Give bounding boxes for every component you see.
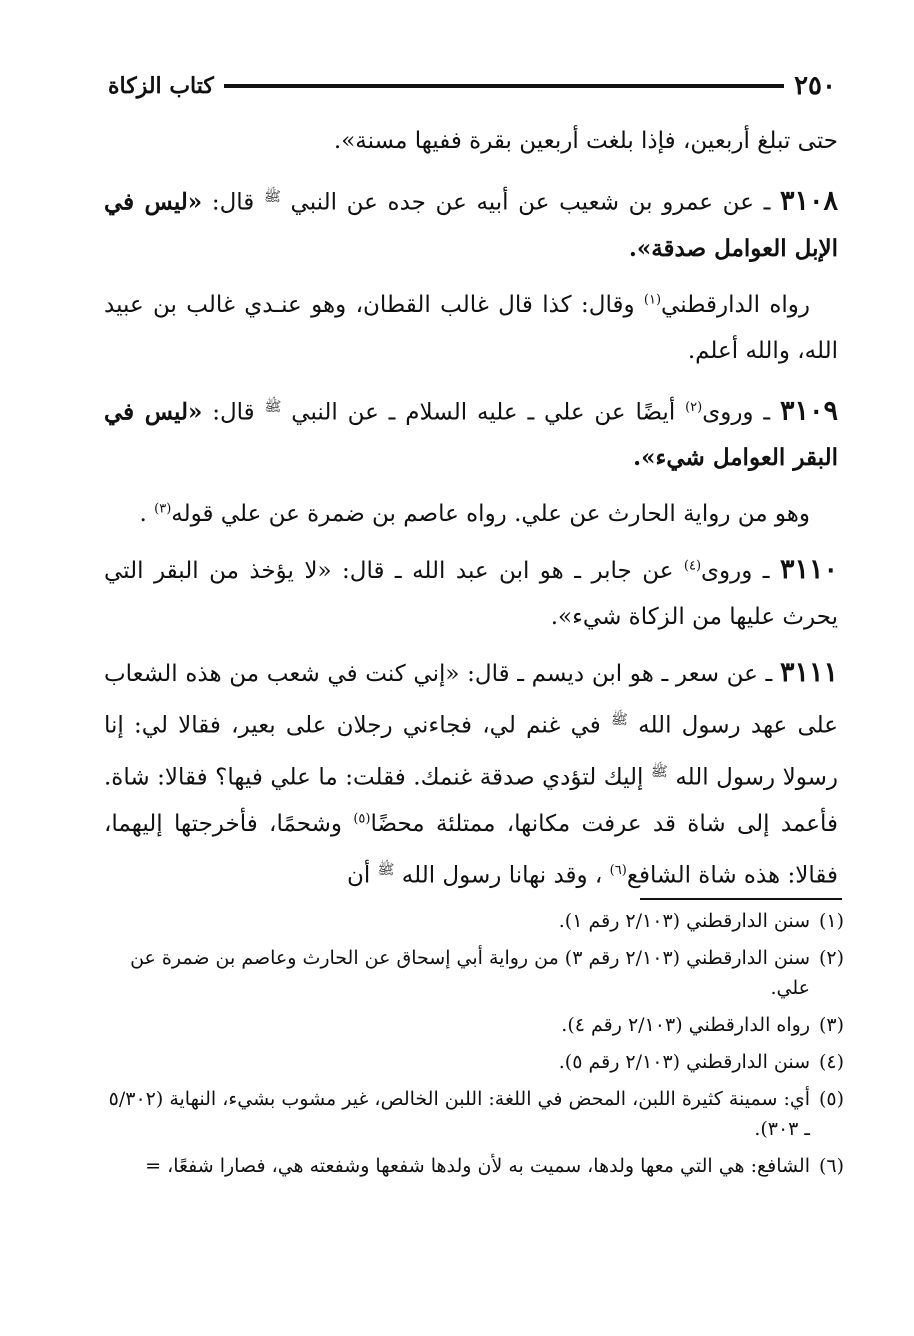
hadith-text: عن جابر ـ هو ابن عبد الله ـ قال: «لا يؤخذ من البقر التي يحرث عليها من الزكاة شيء». xyxy=(104,558,838,631)
footnote-marker: (٢) xyxy=(818,947,844,969)
footnote-text: سنن الدارقطني (٢/١٠٣ رقم ٣) من رواية أبي إسحاق عن الحارث وعاصم بن ضمرة عن علي. xyxy=(130,947,810,999)
footnote-marker: (١) xyxy=(818,910,844,932)
hadith-text: ـ عن سعر ـ هو ابن ديسم ـ قال: «إني كنت في شعب من هذه الشعاب على عهد رسول الله xyxy=(104,661,838,739)
hadith-3108 xyxy=(104,174,838,272)
hadith-text: ، وقد نهانا رسول الله xyxy=(394,862,610,889)
commentary-paragraph xyxy=(104,491,838,537)
footnote-ref[interactable]: (٣) xyxy=(154,501,172,517)
footnote-item xyxy=(104,1047,844,1077)
footnote-ref[interactable]: (٦) xyxy=(609,862,627,878)
commentary-paragraph xyxy=(104,282,838,374)
footnote-text: أي: سمينة كثيرة اللبن، المحض في اللغة: اللبن الخالص، غير مشوب بشيء، النهاية (٥/٣٠٢ ـ ٣٠٣). xyxy=(108,1088,810,1140)
salutation-glyph: ﷺ xyxy=(377,861,395,878)
footnote-ref[interactable]: (٢) xyxy=(685,399,703,415)
footnote-ref[interactable]: (١) xyxy=(643,292,662,307)
salutation-glyph: ﷺ xyxy=(264,398,282,415)
footnote-marker: (٤) xyxy=(818,1051,844,1073)
hadith-number: ٣١٠٨ xyxy=(779,185,838,217)
page-header xyxy=(108,66,836,106)
header-rule xyxy=(224,84,784,88)
hadith-text: أن xyxy=(346,862,378,889)
paragraph-text: حتى تبلغ أربعين، فإذا بلغت أربعين بقرة ففيها مسنة». xyxy=(333,128,838,154)
footnote-item xyxy=(104,1010,844,1040)
paragraph-continuation xyxy=(104,118,838,164)
hadith-text: قال: xyxy=(202,189,264,216)
chapter-title: كتاب الزكاة xyxy=(108,73,214,99)
page-number: ٢٥٠ xyxy=(794,71,836,101)
hadith-text: في غنم لي، فجاءني رجلان على بعير، فقالا لي: إنا رسولا رسول الله xyxy=(104,712,839,791)
hadith-text: قال: xyxy=(202,399,265,426)
hadith-number: ٣١١٠ xyxy=(779,554,838,586)
footnote-divider xyxy=(640,898,842,900)
footnote-text: رواه الدارقطني (٢/١٠٣ رقم ٤). xyxy=(561,1014,810,1036)
commentary-text: وقال: كذا قال غالب القطان، وهو عنـدي غالب بن عبيد الله، والله أعلم. xyxy=(104,291,838,364)
footnote-text: سنن الدارقطني (٢/١٠٣ رقم ٥). xyxy=(558,1051,810,1073)
footnote-ref[interactable]: (٥) xyxy=(353,810,371,826)
commentary-text: . xyxy=(139,501,155,528)
footnote-item xyxy=(104,1084,844,1144)
salutation-glyph: ﷺ xyxy=(650,763,668,780)
main-text xyxy=(104,118,838,908)
hadith-quote: «ليس في الإبل العوامل صدقة». xyxy=(104,188,838,262)
footnote-item xyxy=(104,943,844,1003)
salutation-glyph: ﷺ xyxy=(610,712,628,729)
footnote-text: الشافع: هي التي معها ولدها، سميت به لأن ولدها شفعها وشفعته هي، فصارا شفعًا، = xyxy=(145,1155,810,1177)
hadith-3109 xyxy=(104,384,838,482)
footnote-marker: (٣) xyxy=(818,1014,844,1036)
footnote-ref[interactable]: (٤) xyxy=(683,558,702,574)
hadith-text: أيضًا عن علي ـ عليه السلام ـ عن النبي xyxy=(281,399,686,426)
commentary-text: رواه الدارقطني xyxy=(661,291,810,318)
footnote-marker: (٥) xyxy=(818,1088,844,1110)
hadith-text: وشحمًا، فأخرجتها إليهما، فقالا: هذه شاة الشافع xyxy=(104,810,838,889)
hadith-quote: «ليس في البقر العوامل شيء». xyxy=(104,398,838,472)
salutation-glyph: ﷺ xyxy=(263,189,281,205)
hadith-text: إليك لتؤدي صدقة غنمك. فقلت: ما علي فيها؟ فقالا: شاة. فأعمد إلى شاة قد عرفت مكانها، ممتلئة محضًا xyxy=(104,764,838,837)
footnote-text: سنن الدارقطني (٢/١٠٣ رقم ١). xyxy=(558,910,810,932)
hadith-text: ـ وروى xyxy=(701,558,780,585)
footnote-item xyxy=(104,906,844,936)
hadith-3111 xyxy=(104,650,838,898)
hadith-text: ـ وروى xyxy=(702,399,780,426)
hadith-3110 xyxy=(104,547,838,640)
footnote-item xyxy=(104,1151,844,1181)
commentary-text: وهو من رواية الحارث عن علي. رواه عاصم بن ضمرة عن علي قوله xyxy=(171,501,810,528)
footnotes-section xyxy=(104,906,844,1188)
hadith-text: ـ عن عمرو بن شعيب عن أبيه عن جده عن النبي xyxy=(280,189,780,216)
hadith-number: ٣١٠٩ xyxy=(779,395,838,427)
footnote-marker: (٦) xyxy=(818,1155,844,1177)
hadith-number: ٣١١١ xyxy=(779,657,838,689)
